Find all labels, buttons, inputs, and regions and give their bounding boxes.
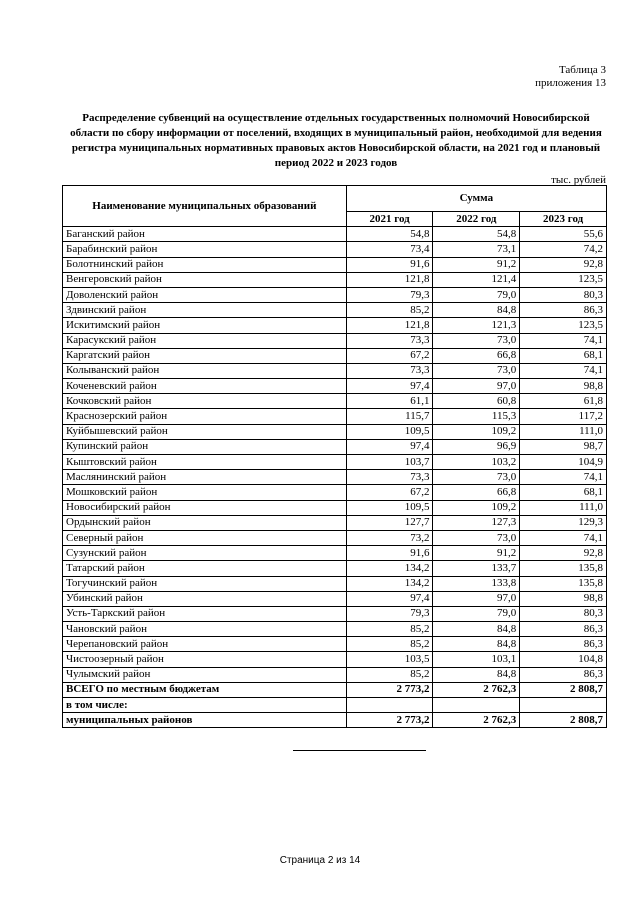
table-row	[63, 348, 607, 363]
amount-cell: 79,0	[433, 287, 520, 302]
amount-cell: 66,8	[433, 485, 520, 500]
table-row	[63, 576, 607, 591]
amount-cell: 97,0	[433, 379, 520, 394]
amount-cell: 85,2	[346, 637, 433, 652]
amount-cell: 67,2	[346, 485, 433, 500]
amount-cell: 109,5	[346, 424, 433, 439]
table-row	[63, 242, 607, 257]
table-row	[63, 637, 607, 652]
municipal-row	[63, 713, 607, 728]
district-name: Барабинский район	[63, 242, 347, 257]
amount-cell: 73,1	[433, 242, 520, 257]
header-year-2022: 2022 год	[433, 212, 520, 227]
district-name: Искитимский район	[63, 318, 347, 333]
district-name: Венгеровский район	[63, 272, 347, 287]
amount-cell: 73,0	[433, 470, 520, 485]
amount-cell: 74,1	[520, 333, 607, 348]
amount-cell: 92,8	[520, 546, 607, 561]
amount-cell: 98,7	[520, 439, 607, 454]
district-name: Колыванский район	[63, 363, 347, 378]
amount-cell: 135,8	[520, 561, 607, 576]
table-row	[63, 333, 607, 348]
total-label: ВСЕГО по местным бюджетам	[63, 682, 347, 697]
amount-cell: 97,4	[346, 379, 433, 394]
amount-cell: 86,3	[520, 637, 607, 652]
district-name: Болотнинский район	[63, 257, 347, 272]
table-row	[63, 652, 607, 667]
amount-cell: 86,3	[520, 303, 607, 318]
district-name: Баганский район	[63, 227, 347, 242]
district-name: Каргатский район	[63, 348, 347, 363]
amount-cell: 80,3	[520, 606, 607, 621]
table-row	[63, 394, 607, 409]
amount-cell: 103,5	[346, 652, 433, 667]
amount-cell: 54,8	[433, 227, 520, 242]
table-row	[63, 455, 607, 470]
amount-cell: 111,0	[520, 424, 607, 439]
amount-cell: 133,8	[433, 576, 520, 591]
amount-cell: 73,3	[346, 333, 433, 348]
district-name: Усть-Таркский район	[63, 606, 347, 621]
amount-cell: 91,6	[346, 546, 433, 561]
table-row	[63, 561, 607, 576]
amount-cell: 73,0	[433, 530, 520, 545]
amount-cell: 73,3	[346, 470, 433, 485]
amount-cell: 103,2	[433, 455, 520, 470]
subsidy-table	[62, 185, 607, 728]
district-name: Черепановский район	[63, 637, 347, 652]
table-row	[63, 303, 607, 318]
amount-cell: 85,2	[346, 303, 433, 318]
amount-cell: 135,8	[520, 576, 607, 591]
amount-cell: 98,8	[520, 379, 607, 394]
amount-cell: 103,7	[346, 455, 433, 470]
table-row	[63, 515, 607, 530]
total-row	[63, 682, 607, 697]
amount-cell: 68,1	[520, 485, 607, 500]
table-row	[63, 318, 607, 333]
amount-cell: 86,3	[520, 622, 607, 637]
table-row	[63, 363, 607, 378]
district-name: Мошковский район	[63, 485, 347, 500]
amount-cell: 109,2	[433, 424, 520, 439]
table-row	[63, 485, 607, 500]
including-row	[63, 698, 607, 713]
district-name: Коченевский район	[63, 379, 347, 394]
table-row	[63, 622, 607, 637]
header-year-2023: 2023 год	[520, 212, 607, 227]
district-name: Карасукский район	[63, 333, 347, 348]
amount-cell: 115,7	[346, 409, 433, 424]
district-name: Куйбышевский район	[63, 424, 347, 439]
district-name: Маслянинский район	[63, 470, 347, 485]
amount-cell: 127,7	[346, 515, 433, 530]
amount-cell: 73,0	[433, 333, 520, 348]
district-name: Чулымский район	[63, 667, 347, 682]
header-year-2021: 2021 год	[346, 212, 433, 227]
amount-cell: 74,1	[520, 470, 607, 485]
amount-cell: 123,5	[520, 272, 607, 287]
amount-cell: 85,2	[346, 667, 433, 682]
amount-cell: 84,8	[433, 622, 520, 637]
table-row	[63, 272, 607, 287]
table-row	[63, 667, 607, 682]
table-row	[63, 439, 607, 454]
district-name: Тогучинский район	[63, 576, 347, 591]
district-name: Сузунский район	[63, 546, 347, 561]
amount-cell: 109,5	[346, 500, 433, 515]
amount-cell: 79,3	[346, 606, 433, 621]
amount-cell: 61,8	[520, 394, 607, 409]
table-row	[63, 257, 607, 272]
header-name-column: Наименование муниципальных образований	[63, 186, 347, 227]
amount-cell: 121,8	[346, 318, 433, 333]
district-name: Доволенский район	[63, 287, 347, 302]
amount-cell: 92,8	[520, 257, 607, 272]
document-title: Распределение субвенций на осуществление отдельных государственных полномочий Новосибирской области по сбору информации от поселений, входящих в муниципальный район, необходимой для ведения регистра муниципальных нормативных правовых актов Новосибирской области, на 2021 год и плановый период 2022 и 2023 годов	[70, 112, 602, 169]
amount-cell: 85,2	[346, 622, 433, 637]
amount-cell: 68,1	[520, 348, 607, 363]
amount-cell: 96,9	[433, 439, 520, 454]
district-name: Чистоозерный район	[63, 652, 347, 667]
amount-cell: 79,0	[433, 606, 520, 621]
district-name: Северный район	[63, 530, 347, 545]
including-label: в том числе:	[63, 698, 347, 713]
table-row	[63, 409, 607, 424]
table-row	[63, 227, 607, 242]
amount-cell: 103,1	[433, 652, 520, 667]
amount-cell: 115,3	[433, 409, 520, 424]
amount-cell: 86,3	[520, 667, 607, 682]
municipal-2022: 2 762,3	[433, 713, 520, 728]
amount-cell: 74,1	[520, 363, 607, 378]
amount-cell: 104,9	[520, 455, 607, 470]
amount-cell: 117,2	[520, 409, 607, 424]
amount-cell: 79,3	[346, 287, 433, 302]
district-name: Купинский район	[63, 439, 347, 454]
table-row	[63, 546, 607, 561]
amount-cell: 134,2	[346, 561, 433, 576]
amount-cell: 74,1	[520, 530, 607, 545]
district-name: Чановский район	[63, 622, 347, 637]
district-name: Новосибирский район	[63, 500, 347, 515]
district-name: Убинский район	[63, 591, 347, 606]
amount-cell: 97,4	[346, 591, 433, 606]
amount-cell: 121,3	[433, 318, 520, 333]
amount-cell: 91,2	[433, 546, 520, 561]
amount-cell: 84,8	[433, 637, 520, 652]
amount-cell: 73,2	[346, 530, 433, 545]
amount-cell: 67,2	[346, 348, 433, 363]
amount-cell: 61,1	[346, 394, 433, 409]
table-row	[63, 606, 607, 621]
municipal-2023: 2 808,7	[520, 713, 607, 728]
amount-cell: 121,4	[433, 272, 520, 287]
amount-cell: 104,8	[520, 652, 607, 667]
amount-cell: 73,0	[433, 363, 520, 378]
table-row	[63, 424, 607, 439]
amount-cell: 73,3	[346, 363, 433, 378]
amount-cell: 133,7	[433, 561, 520, 576]
total-2023: 2 808,7	[520, 682, 607, 697]
total-2022: 2 762,3	[433, 682, 520, 697]
table-row	[63, 530, 607, 545]
amount-cell: 97,4	[346, 439, 433, 454]
page-footer: Страница 2 из 14	[279, 855, 361, 866]
district-name: Краснозерский район	[63, 409, 347, 424]
table-row	[63, 470, 607, 485]
unit-label: тыс. рублей	[551, 174, 606, 186]
amount-cell: 66,8	[433, 348, 520, 363]
amount-cell: 73,4	[346, 242, 433, 257]
amount-cell: 60,8	[433, 394, 520, 409]
table-reference: Таблица 3	[558, 64, 606, 76]
district-name: Ордынский район	[63, 515, 347, 530]
amount-cell: 80,3	[520, 287, 607, 302]
amount-cell: 134,2	[346, 576, 433, 591]
total-2021: 2 773,2	[346, 682, 433, 697]
municipal-2021: 2 773,2	[346, 713, 433, 728]
page-reference	[535, 64, 606, 90]
amount-cell: 109,2	[433, 500, 520, 515]
amount-cell: 111,0	[520, 500, 607, 515]
appendix-reference: приложения 13	[535, 77, 606, 89]
amount-cell: 54,8	[346, 227, 433, 242]
table-row	[63, 591, 607, 606]
amount-cell: 74,2	[520, 242, 607, 257]
table-row	[63, 500, 607, 515]
district-name: Кыштовский район	[63, 455, 347, 470]
amount-cell: 91,6	[346, 257, 433, 272]
amount-cell: 91,2	[433, 257, 520, 272]
amount-cell: 84,8	[433, 667, 520, 682]
district-name: Здвинский район	[63, 303, 347, 318]
municipal-label: муниципальных районов	[63, 713, 347, 728]
amount-cell: 129,3	[520, 515, 607, 530]
amount-cell: 84,8	[433, 303, 520, 318]
amount-cell: 127,3	[433, 515, 520, 530]
amount-cell: 121,8	[346, 272, 433, 287]
district-name: Кочковский район	[63, 394, 347, 409]
header-sum: Сумма	[346, 186, 606, 212]
table-row	[63, 287, 607, 302]
amount-cell: 55,6	[520, 227, 607, 242]
signature-line	[293, 750, 426, 751]
amount-cell: 97,0	[433, 591, 520, 606]
amount-cell: 98,8	[520, 591, 607, 606]
amount-cell: 123,5	[520, 318, 607, 333]
table-row	[63, 379, 607, 394]
district-name: Татарский район	[63, 561, 347, 576]
